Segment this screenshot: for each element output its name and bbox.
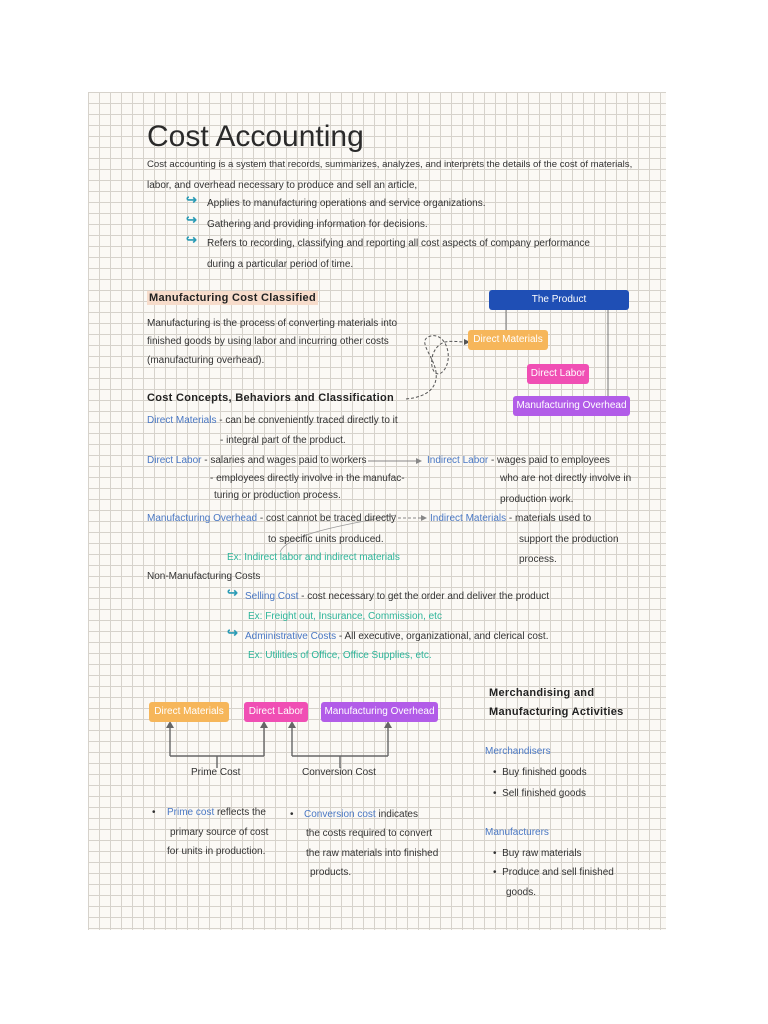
bullet-dot: • bbox=[152, 807, 156, 818]
il-desc-3: production work. bbox=[500, 494, 574, 505]
intro-bullet-3: Refers to recording, classifying and reporting all cost aspects of company performance bbox=[207, 238, 590, 249]
page-title: Cost Accounting bbox=[147, 120, 364, 153]
dl-desc-2: - employees directly involve in the manufac- bbox=[210, 473, 405, 484]
dm-desc-1: - can be conveniently traced directly to it bbox=[219, 415, 398, 426]
dm-term: Direct Materials bbox=[147, 415, 217, 426]
mfg-line-1: Manufacturing is the process of converting materials into bbox=[147, 318, 398, 329]
selling-desc: - cost necessary to get the order and deliver the product bbox=[301, 591, 550, 602]
conversion-note-line-3: the raw materials into finished bbox=[306, 848, 439, 859]
mfg-line-3: (manufacturing overhead). bbox=[147, 355, 265, 366]
activities-heading-1: Merchandising and bbox=[489, 687, 595, 699]
mo-desc-2: to specific units produced. bbox=[268, 534, 384, 545]
hook-arrow-icon: ↪ bbox=[186, 212, 197, 227]
dl-term: Direct Labor bbox=[147, 455, 202, 466]
selling-term: Selling Cost bbox=[245, 591, 299, 602]
bullet-dot: • bbox=[290, 809, 294, 820]
non-mfg-heading: Non-Manufacturing Costs bbox=[147, 571, 261, 582]
bottom-direct-labor-box: Direct Labor bbox=[244, 702, 308, 722]
merch-item-2: Sell finished goods bbox=[502, 788, 587, 799]
mfr-item-2-cont: goods. bbox=[506, 887, 537, 898]
prime-note-line-3: for units in production. bbox=[167, 846, 266, 857]
bottom-direct-materials-box: Direct Materials bbox=[149, 702, 229, 722]
prime-note-term: Prime cost bbox=[167, 807, 215, 818]
bullet-dot: • bbox=[493, 848, 497, 859]
selling-example: Ex: Freight out, Insurance, Commission, etc bbox=[248, 611, 442, 622]
activities-heading-2: Manufacturing Activities bbox=[489, 706, 624, 718]
conversion-note-line-4: products. bbox=[310, 867, 352, 878]
product-box: The Product bbox=[489, 290, 629, 310]
bullet-dot: • bbox=[493, 788, 497, 799]
intro-bullet-2: Gathering and providing information for decisions. bbox=[207, 219, 428, 230]
hook-arrow-icon: ↪ bbox=[227, 625, 238, 640]
intro-bullet-1: Applies to manufacturing operations and service organizations. bbox=[207, 198, 486, 209]
manufacturing-overhead-box: Manufacturing Overhead bbox=[513, 396, 630, 416]
admin-term: Administrative Costs bbox=[245, 631, 337, 642]
conversion-note-line-2: the costs required to convert bbox=[306, 828, 433, 839]
mo-desc-1: - cost cannot be traced directly bbox=[259, 513, 397, 524]
hook-arrow-icon: ↪ bbox=[186, 192, 197, 207]
il-desc-2: who are not directly involve in bbox=[500, 473, 632, 484]
im-term: Indirect Materials bbox=[430, 513, 507, 524]
conversion-note-line-1: indicates bbox=[378, 809, 418, 820]
im-desc-2: support the production bbox=[519, 534, 619, 545]
il-desc-1: - wages paid to employees bbox=[490, 455, 610, 466]
connector-lines bbox=[88, 92, 666, 930]
intro-line-1: Cost accounting is a system that records, summarizes, analyzes, and interprets the details of the cost of materials, bbox=[147, 159, 633, 170]
intro-line-2: labor, and overhead necessary to produce and sell an article, bbox=[147, 180, 418, 191]
bullet-dot: • bbox=[493, 867, 497, 878]
prime-note-line-2: primary source of cost bbox=[170, 827, 269, 838]
mo-example: Ex: Indirect labor and indirect materials bbox=[227, 552, 400, 563]
manufacturers-label: Manufacturers bbox=[485, 827, 549, 838]
admin-example: Ex: Utilities of Office, Office Supplies, etc. bbox=[248, 650, 432, 661]
merchandisers-label: Merchandisers bbox=[485, 746, 551, 757]
mfg-classified-heading: Manufacturing Cost Classified bbox=[149, 292, 316, 304]
direct-materials-box: Direct Materials bbox=[468, 330, 548, 350]
im-desc-3: process. bbox=[519, 554, 557, 565]
prime-cost-label: Prime Cost bbox=[191, 767, 241, 778]
direct-labor-box: Direct Labor bbox=[527, 364, 589, 384]
hook-arrow-icon: ↪ bbox=[186, 232, 197, 247]
bottom-manufacturing-overhead-box: Manufacturing Overhead bbox=[321, 702, 438, 722]
bullet-dot: • bbox=[493, 767, 497, 778]
hook-arrow-icon: ↪ bbox=[227, 585, 238, 600]
mfr-item-2: Produce and sell finished bbox=[502, 867, 614, 878]
dm-desc-2: - integral part of the product. bbox=[220, 435, 346, 446]
mfr-item-1: Buy raw materials bbox=[502, 848, 582, 859]
dl-desc-3: turing or production process. bbox=[214, 490, 341, 501]
mo-term: Manufacturing Overhead bbox=[147, 513, 258, 524]
il-term: Indirect Labor bbox=[427, 455, 489, 466]
conversion-cost-label: Conversion Cost bbox=[302, 767, 376, 778]
concepts-heading: Cost Concepts, Behaviors and Classification bbox=[147, 392, 395, 404]
grid-paper-sheet bbox=[88, 92, 666, 930]
admin-desc: - All executive, organizational, and clerical cost. bbox=[338, 631, 549, 642]
im-desc-1: - materials used to bbox=[508, 513, 592, 524]
conversion-note-term: Conversion cost bbox=[304, 809, 376, 820]
dl-desc-1: - salaries and wages paid to workers bbox=[204, 455, 367, 466]
intro-bullet-3-cont: during a particular period of time. bbox=[207, 259, 354, 270]
merch-item-1: Buy finished goods bbox=[502, 767, 587, 778]
mfg-line-2: finished goods by using labor and incurring other costs bbox=[147, 336, 389, 347]
prime-note-line-1: reflects the bbox=[217, 807, 266, 818]
